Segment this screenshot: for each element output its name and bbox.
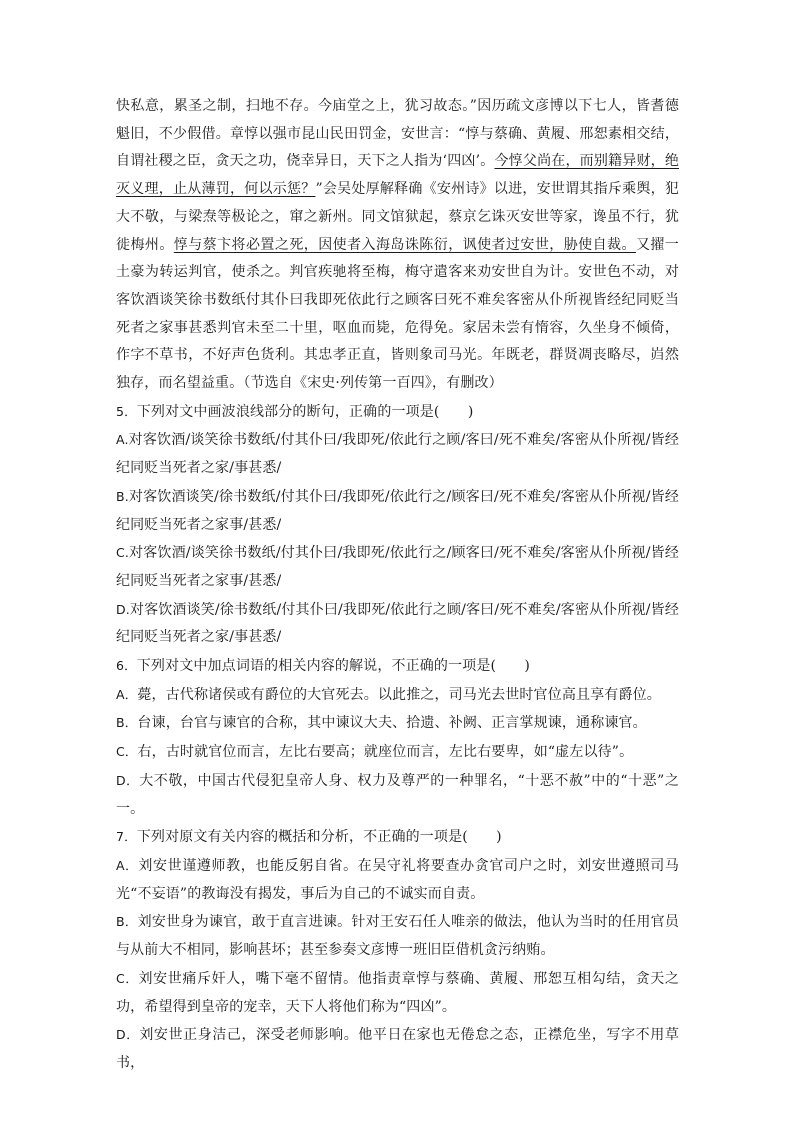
- option-c: [116, 539, 679, 595]
- passage-segment-4: 判官未至二十里，呕血而毙，危得免。家居未尝有惰容，久坐身不倾倚，作字不草书，不好声色货利。其忠孝正直，皆则象司马光。年既老，群贤凋丧略尽，岿然独存，而名望益重。（节选自《宋史·列传第一百四》，有删改）: [116, 319, 679, 392]
- option-text: 大不敬，中国古代侵犯皇帝人身、权力及尊严的一种罪名，“十恶不赦”中的“十恶”之一。: [116, 772, 679, 817]
- option-label: C．: [116, 744, 138, 760]
- question-5: [116, 398, 679, 652]
- option-text: 对客饮酒谈笑/徐书数纸/付其仆曰/我即死/依此行之顾/客曰/死不难矣/客密从仆所视/皆经纪同贬当死者之家/事甚悉/: [116, 601, 679, 646]
- option-label: A．: [116, 857, 139, 873]
- option-a: [116, 852, 679, 908]
- option-label: C．: [116, 970, 139, 986]
- passage-paragraph: [116, 93, 679, 398]
- question-title: [116, 652, 679, 681]
- option-label: A.: [116, 432, 129, 448]
- option-text: 对客饮酒谈笑/徐书数纸/付其仆曰/我即死/依此行之/顾客曰/死不难矣/客密从仆所视/皆经纪同贬当死者之家事/甚悉/: [116, 488, 679, 533]
- option-b: [116, 709, 679, 738]
- option-text: 薨，古代称诸侯或有爵位的大官死去。以此推之，司马光去世时官位高且享有爵位。: [137, 686, 661, 703]
- document-content: [116, 93, 679, 1078]
- option-d: [116, 767, 679, 823]
- option-label: B.: [116, 488, 129, 504]
- option-b: [116, 483, 679, 539]
- question-text: 下列对原文有关内容的概括和分析，不正确的一项是( ): [136, 829, 502, 846]
- option-text: 右，古时就官位而言，左比右要高；就座位而言，左比右要卑，如“虚左以待”。: [137, 744, 634, 761]
- option-text: 刘安世身为谏官，敢于直言进谏。针对王安石任人唯亲的做法，他认为当时的任用官员与从前大不相同，影响甚坏；甚至参奏文彦博一班旧臣借机贪污纳贿。: [116, 914, 679, 959]
- option-a: [116, 681, 679, 710]
- option-label: A．: [116, 686, 138, 702]
- passage-segment-1: 快私意，累圣之制，扫地不存。今庙堂之上，犹习故态。”因历疏文彦博以下七人，皆耆德魁旧，不少假借。章惇以强市昆山民田罚金，安世言：“惇与蔡确、黄履、邢恕素相交结，自谓社稷之臣，贪天之功，侥幸异日，天下之人指为‘四凶’。: [116, 98, 679, 170]
- option-text: 刘安世痛斥奸人，嘴下毫不留情。他指责章惇与蔡确、黄履、邢恕互相勾结，贪天之功，希望得到皇帝的宠幸，天下人将他们称为“四凶”。: [116, 970, 679, 1015]
- question-title: [116, 823, 679, 852]
- option-c: [116, 738, 679, 767]
- question-text: 下列对文中加点词语的相关内容的解说，不正确的一项是( ): [136, 658, 531, 675]
- question-text: 下列对文中画波浪线部分的断句，正确的一项是( ): [136, 403, 474, 420]
- question-number: 5．: [116, 403, 137, 419]
- option-label: B．: [116, 914, 138, 930]
- wavy-line-sentence: 对客饮酒谈笑徐书数纸付其仆曰我即死依此行之顾客曰死不难矣客密从仆所视皆经纪同贬当死者之家事甚悉: [116, 264, 679, 336]
- option-label: D．: [116, 772, 140, 788]
- question-number: 7．: [116, 829, 137, 845]
- option-b: [116, 908, 679, 964]
- option-d: [116, 1021, 679, 1077]
- question-number: 6．: [116, 658, 137, 674]
- option-label: D.: [116, 601, 130, 617]
- option-text: 刘安世正身洁己，深受老师影响。他平日在家也无倦怠之态，正襟危坐，写字不用草书，: [116, 1027, 679, 1071]
- passage-segment-2: ”会吴处厚解释确《安州诗》以进，安世谓其指斥乘舆，犯大不敬，与梁焘等极论之，窜之新州。同文馆狱起，蔡京乞诛灭安世等家，谗虽不行，犹徙梅州。: [116, 181, 679, 253]
- option-text: 对客饮酒/谈笑徐书数纸/付其仆曰/我即死/依此行之/顾客曰/死不难矣/客密从仆所视/皆经纪同贬当死者之家事/甚悉/: [116, 545, 679, 589]
- question-6: [116, 652, 679, 823]
- option-label: B．: [116, 715, 138, 731]
- option-label: C.: [116, 545, 130, 561]
- option-text: 台谏，台官与谏官的合称，其中谏议大夫、拾遗、补阙、正言掌规谏，通称谏官。: [137, 715, 647, 732]
- option-text: 对客饮酒/谈笑徐书数纸/付其仆曰/我即死/依此行之顾/客曰/死不难矣/客密从仆所视/皆经纪同贬当死者之家/事甚悉/: [116, 432, 679, 477]
- option-d: [116, 596, 679, 652]
- underlined-sentence-1: 今惇父尚在，而别籍异财，绝灭义理，止从薄罚，何以示惩？: [116, 153, 679, 198]
- option-text: 刘安世谨遵师教，也能反躬自省。在吴守礼将要查办贪官司户之时，刘安世遵照司马光“不妄语”的教诲没有揭发，事后为自己的不诚实而自责。: [116, 857, 679, 902]
- passage-segment-3: 又擢一土豪为转运判官，使杀之。判官疾驰将至梅，梅守遣客来劝安世自为计。安世色不动，: [116, 236, 679, 281]
- question-7: [116, 823, 679, 1077]
- option-a: [116, 426, 679, 482]
- option-label: D．: [116, 1027, 140, 1043]
- question-title: [116, 398, 679, 427]
- underlined-sentence-2: 惇与蔡卞将必置之死，因使者入海岛诛陈衍，讽使者过安世，胁使自裁。: [173, 236, 636, 253]
- option-c: [116, 965, 679, 1021]
